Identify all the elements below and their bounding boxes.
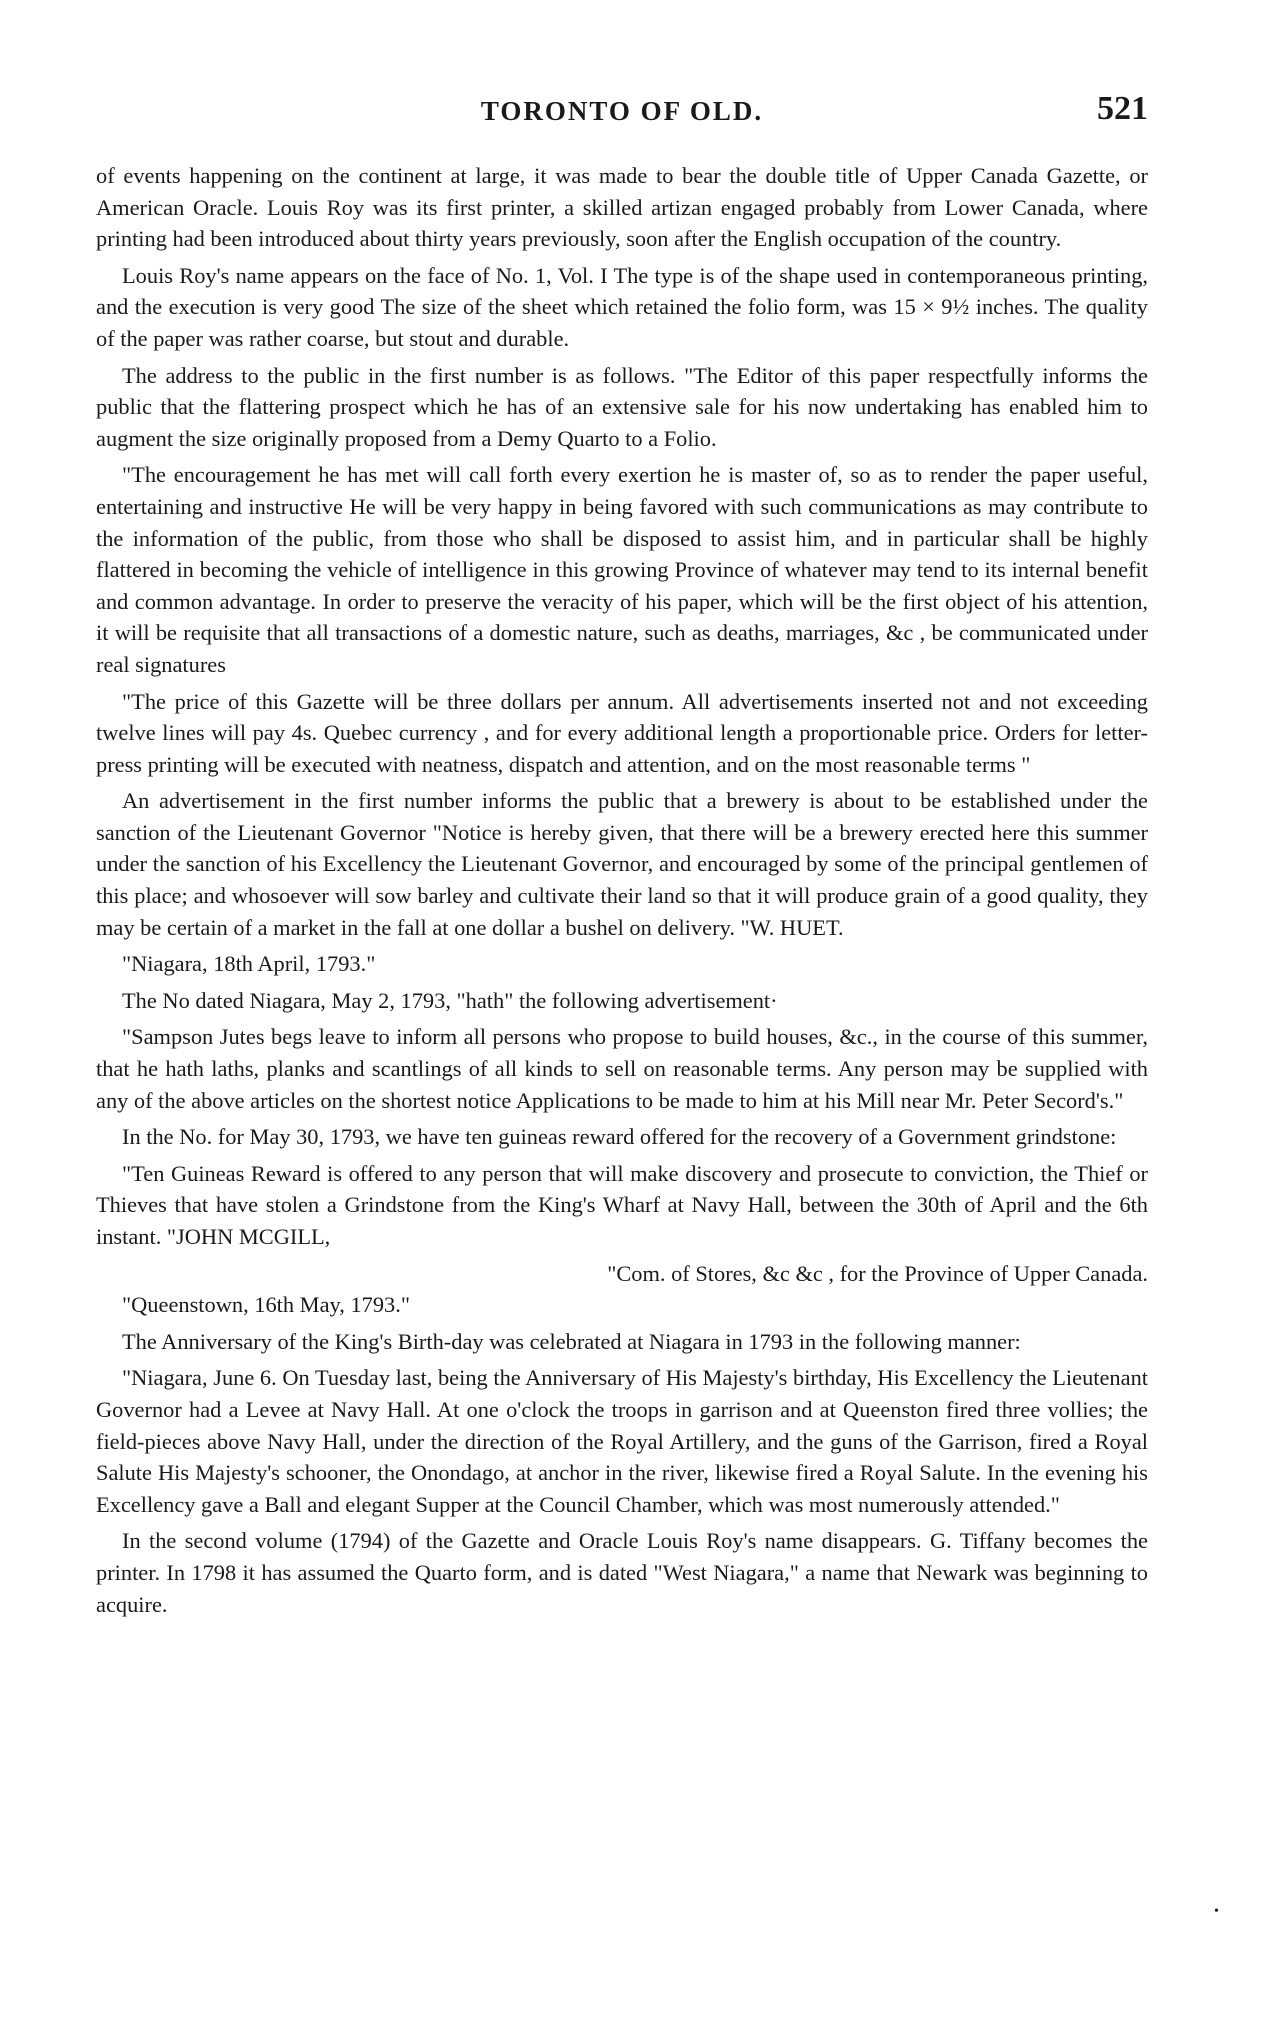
paragraph-second-volume: In the second volume (1794) of the Gazette and Oracle Louis Roy's name disappears. G. Tiffany becomes the printer. In 1798 it has assumed the Quarto form, and is dated "West Niagara," a name that Newark was beginning to acquire.	[96, 1528, 1148, 1617]
page-body	[96, 160, 1148, 1625]
page-number: 521	[1097, 90, 1148, 127]
paragraph-brewery-advertisement: An advertisement in the first number informs the public that a brewery is about to be established under the sanction of the Lieutenant Governor "Notice is hereby given, that there will be a brewery erected here this summer under the sanction of his Excellency the Lieutenant Governor, and encouraged by some of the principal gentlemen of this place; and whosoever will sow barley and cultivate their land so that it will produce grain of a good quality, they may be certain of a market in the fall at one dollar a bushel on delivery. "W. HUET.	[96, 788, 1148, 940]
paragraph-kings-birthday: The Anniversary of the King's Birth-day was celebrated at Niagara in 1793 in the following manner:	[122, 1328, 1021, 1354]
paragraph-ten-guineas-reward: "Ten Guineas Reward is offered to any person that will make discovery and prosecute to conviction, the Thief or Thieves that have stolen a Grindstone from the King's Wharf at Navy Hall, between the 30th of April and the 6th instant. "JOHN MCGILL,	[96, 1160, 1148, 1249]
running-head: TORONTO OF OLD.	[480, 96, 764, 126]
dateline-queenstown: "Queenstown, 16th May, 1793."	[122, 1292, 410, 1318]
dateline-niagara-april: "Niagara, 18th April, 1793."	[122, 951, 376, 977]
paragraph-sampson-jutes: "Sampson Jutes begs leave to inform all persons who propose to build houses, &c., in the course of this summer, that he hath laths, planks and scantlings of all kinds to sell on reasonable terms. Any person may be supplied with any of the above articles on the shortest notice Applications to be made to him at his Mill near Mr. Peter Secord's."	[96, 1024, 1148, 1113]
end-mark: •	[1214, 1904, 1219, 1919]
paragraph-continuation: of events happening on the continent at large, it was made to bear the double title of Upper Canada Gazette, or American Oracle. Louis Roy was its first printer, a skilled artizan engaged probably from Lower Canada, where printing had been introduced about thirty years previously, soon after the English occupation of the country.	[96, 163, 1148, 252]
paragraph-encouragement: "The encouragement he has met will call forth every exertion he is master of, so as to render the paper useful, entertaining and instructive He will be very happy in being favored with such communications as may contribute to the information of the public, from those who shall be disposed to assist him, and in particular shall be highly flattered in becoming the vehicle of intelligence in this growing Province of whatever may tend to its internal benefit and common advantage. In order to preserve the veracity of his paper, which will be the first object of his attention, it will be requisite that all transactions of a domestic nature, such as deaths, marriages, &c , be communicated under real signatures	[96, 462, 1148, 677]
paragraph-louis-roy-name: Louis Roy's name appears on the face of No. 1, Vol. I The type is of the shape used in contemporaneous printing, and the execution is very good The size of the sheet which retained the folio form, was 15 × 9½ inches. The quality of the paper was rather coarse, but stout and durable.	[96, 262, 1148, 351]
paragraph-address-to-public: The address to the public in the first number is as follows. "The Editor of this paper respectfully informs the public that the flattering prospect which he has of an extensive sale for his now undertaking has enabled him to augment the size originally proposed from a Demy Quarto to a Folio.	[96, 362, 1148, 451]
paragraph-may-2-number: The No dated Niagara, May 2, 1793, "hath" the following advertisement·	[122, 987, 778, 1013]
paragraph-niagara-june-6: "Niagara, June 6. On Tuesday last, being the Anniversary of His Majesty's birthday, His Excellency the Lieutenant Governor had a Levee at Navy Hall. At one o'clock the troops in garrison and at Queenston fired three vollies; the field-pieces above Navy Hall, under the direction of the Royal Artillery, and the guns of the Garrison, fired a Royal Salute His Majesty's schooner, the Onondago, at anchor in the river, likewise fired a Royal Salute. In the evening his Excellency gave a Ball and elegant Supper at the Council Chamber, which was most numerously attended."	[96, 1365, 1148, 1517]
paragraph-may-30-number: In the No. for May 30, 1793, we have ten guineas reward offered for the recovery of a Government grindstone:	[122, 1124, 1117, 1150]
signature-commissary: "Com. of Stores, &c &c , for the Province of Upper Canada.	[607, 1260, 1148, 1286]
paragraph-price: "The price of this Gazette will be three dollars per annum. All advertisements inserted not and not exceeding twelve lines will pay 4s. Quebec currency , and for every additional length a proportionable price. Orders for letter-press printing will be executed with neatness, dispatch and attention, and on the most reasonable terms "	[96, 688, 1148, 777]
page-header	[96, 90, 1148, 140]
